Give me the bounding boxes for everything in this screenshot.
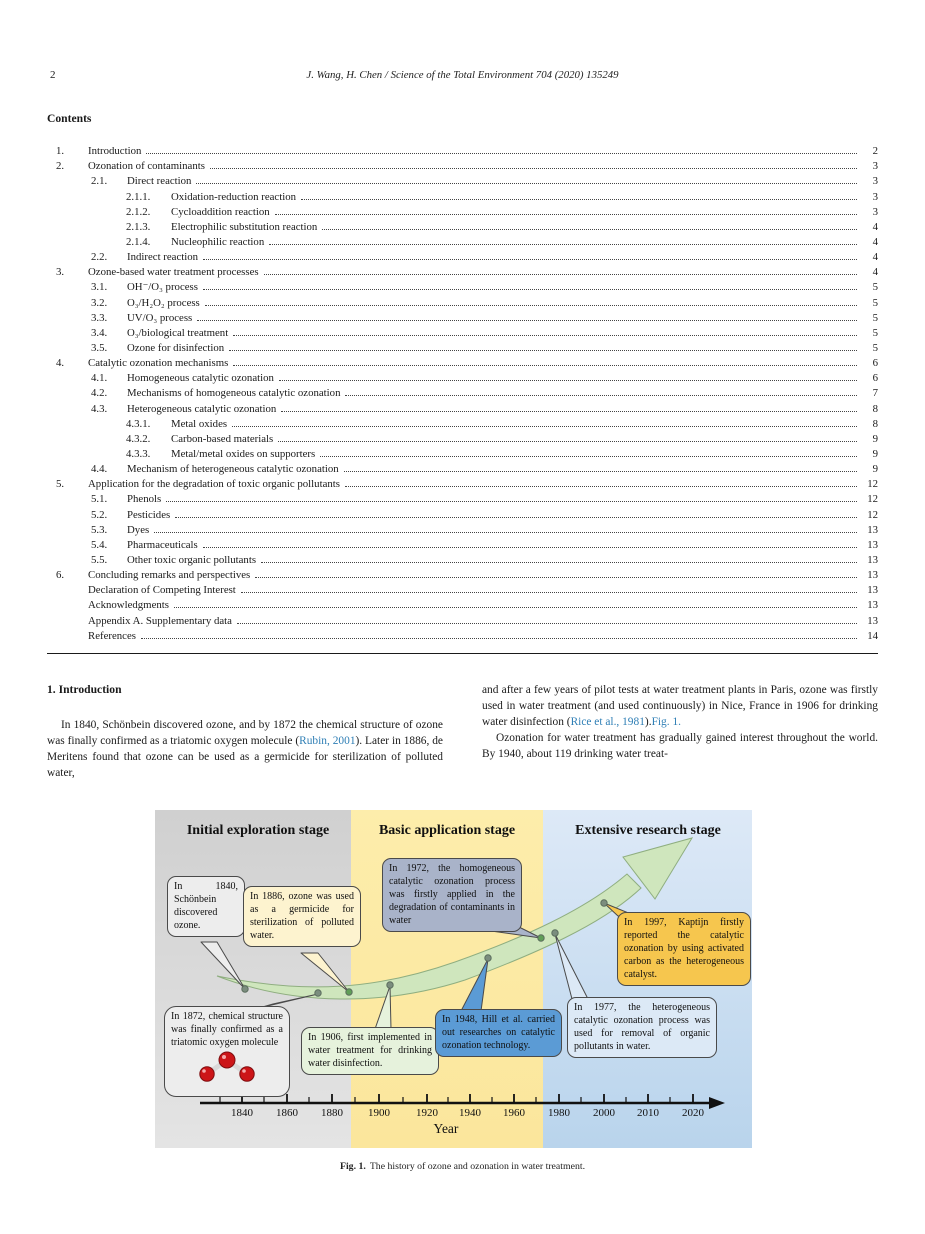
toc-entry-number: 2.1.2. [126, 205, 151, 218]
axis-tick-2020: 2020 [682, 1107, 704, 1119]
axis-tick-2010: 2010 [637, 1107, 659, 1119]
toc-entry[interactable] [47, 278, 878, 293]
intro-p1-text-a: In 1840, Schönbein discovered ozone, and by 1872 the chemical structure of ozone was finally confirmed as a triatomic oxygen molecule ( [47, 719, 443, 747]
event-callout-1872-text: In 1872, chemical structure was finally confirmed as a triatomic oxygen molecule [171, 1011, 283, 1048]
toc-entry-title: Pesticides [127, 508, 171, 521]
toc-entry-page: 12 [867, 493, 878, 506]
table-of-contents [47, 142, 878, 642]
stage-title-extensive: Extensive research stage [575, 823, 721, 838]
toc-dot-leader [210, 167, 857, 169]
toc-dot-leader [175, 516, 857, 518]
toc-entry[interactable] [47, 551, 878, 566]
toc-dot-leader [154, 531, 857, 533]
stage-title-initial: Initial exploration stage [186, 823, 330, 838]
toc-entry-page: 7 [872, 387, 878, 400]
toc-entry-number: 5.3. [91, 523, 108, 536]
axis-tick-2000: 2000 [593, 1107, 615, 1119]
toc-entry-title: Appendix A. Supplementary data [88, 614, 232, 627]
toc-dot-leader [269, 243, 857, 245]
toc-entry[interactable] [47, 581, 878, 596]
toc-entry-title: O₃/H₂O₂ process [127, 296, 200, 309]
toc-entry-title: Acknowledgments [88, 599, 169, 612]
toc-entry-page: 5 [872, 326, 878, 339]
toc-entry-title: Metal oxides [171, 417, 228, 430]
toc-entry-number: 2.1.3. [126, 220, 151, 233]
toc-entry-number: 4.2. [91, 387, 108, 400]
toc-entry-number: 3.2. [91, 296, 108, 309]
toc-dot-leader [229, 349, 857, 351]
toc-dot-leader [275, 213, 857, 215]
toc-entry-number: 3. [56, 266, 65, 279]
event-callout-1977: In 1977, the heterogeneous catalytic ozonation process was used for removal of organic pollutants in water. [567, 997, 717, 1058]
toc-entry-title: Dyes [127, 523, 150, 536]
toc-entry[interactable] [47, 218, 878, 233]
toc-entry-page: 5 [872, 311, 878, 324]
toc-dot-leader [264, 273, 857, 275]
stage-title-basic: Basic application stage [378, 823, 516, 838]
toc-entry-number: 4.1. [91, 372, 108, 385]
toc-entry[interactable] [47, 445, 878, 460]
toc-entry-title: Nucleophilic reaction [171, 235, 265, 248]
section-heading-introduction: 1. Introduction [47, 683, 122, 696]
toc-entry[interactable] [47, 203, 878, 218]
axis-tick-1840: 1840 [231, 1107, 253, 1119]
toc-entry-page: 8 [872, 402, 878, 415]
toc-entry-title: Indirect reaction [127, 251, 199, 264]
toc-entry-title: Phenols [127, 493, 162, 506]
toc-entry-number: 3.1. [91, 281, 108, 294]
figure-1-timeline [155, 810, 752, 1148]
axis-tick-1920: 1920 [416, 1107, 438, 1119]
toc-entry[interactable] [47, 384, 878, 399]
toc-entry-page: 8 [872, 417, 878, 430]
toc-entry-title: Mechanisms of homogeneous catalytic ozonation [127, 387, 341, 400]
toc-entry-page: 9 [872, 432, 878, 445]
toc-entry-page: 12 [867, 478, 878, 491]
toc-entry-number: 5.4. [91, 538, 108, 551]
figure-caption [0, 1161, 925, 1172]
running-head: J. Wang, H. Chen / Science of the Total Environment 704 (2020) 135249 [306, 69, 619, 81]
toc-entry-page: 13 [867, 553, 878, 566]
toc-dot-leader [146, 152, 857, 154]
toc-entry-title: References [88, 629, 136, 642]
toc-entry-page: 6 [872, 372, 878, 385]
toc-dot-leader [281, 410, 857, 412]
toc-entry-number: 2.1.4. [126, 235, 151, 248]
toc-entry-number: 4.3.3. [126, 447, 151, 460]
toc-dot-leader [203, 258, 857, 260]
citation-rubin-2001[interactable]: Rubin, 2001 [299, 735, 356, 747]
toc-entry-number: 3.5. [91, 341, 108, 354]
axis-tick-1960: 1960 [503, 1107, 525, 1119]
toc-dot-leader [203, 288, 857, 290]
toc-entry[interactable] [47, 369, 878, 384]
toc-dot-leader [166, 500, 857, 502]
toc-entry-title: Heterogeneous catalytic ozonation [127, 402, 277, 415]
toc-entry-title: OH⁻/O₃ process [127, 281, 198, 294]
intro-paragraph-3: Ozonation for water treatment has gradually gained interest throughout the world. By 1940, about 119 drinking water treat- [482, 732, 878, 760]
toc-entry[interactable] [47, 460, 878, 475]
toc-entry-title: UV/O₃ process [127, 311, 193, 324]
toc-entry-number: 4.3. [91, 402, 108, 415]
event-callout-1972: In 1972, the homogeneous catalytic ozonation process was firstly applied in the degradation of contaminants in water [382, 858, 522, 932]
toc-entry-title: Metal/metal oxides on supporters [171, 447, 316, 460]
figure-caption-text: The history of ozone and ozonation in water treatment. [369, 1161, 586, 1172]
toc-entry[interactable] [47, 172, 878, 187]
toc-entry-title: Other toxic organic pollutants [127, 553, 257, 566]
toc-dot-leader [344, 470, 857, 472]
event-callout-1906: In 1906, first implemented in water treatment for drinking water disinfection. [301, 1027, 439, 1075]
toc-entry-number: 4. [56, 357, 65, 370]
intro-p2-text-a: and after a few years of pilot tests at water treatment plants in Paris, ozone was firstly used in water treatment (and used continuously) in Nice, France in 1906 for drinking water disinfection ( [482, 684, 878, 728]
toc-entry-title: Homogeneous catalytic ozonation [127, 372, 274, 385]
toc-entry[interactable] [47, 596, 878, 611]
toc-dot-leader [241, 591, 857, 593]
intro-p2-text-b: ). [644, 716, 652, 728]
toc-entry-title: Electrophilic substitution reaction [171, 220, 318, 233]
toc-entry-number: 2.1. [91, 175, 108, 188]
toc-entry-page: 13 [867, 614, 878, 627]
toc-entry-page: 9 [872, 447, 878, 460]
toc-dot-leader [205, 304, 857, 306]
toc-entry[interactable] [47, 490, 878, 505]
toc-entry[interactable] [47, 293, 878, 308]
figure-caption-label: Fig. 1. [339, 1161, 366, 1172]
toc-entry-page: 2 [872, 145, 878, 158]
toc-entry-number: 5.1. [91, 493, 108, 506]
toc-entry-title: Concluding remarks and perspectives [88, 569, 251, 582]
ozone-molecule-icon [191, 1050, 263, 1082]
toc-entry-page: 3 [872, 190, 878, 203]
toc-entry[interactable] [47, 627, 878, 642]
toc-dot-leader [261, 561, 857, 563]
toc-entry[interactable] [47, 233, 878, 248]
toc-dot-leader [255, 576, 857, 578]
toc-dot-leader [233, 334, 857, 336]
toc-entry-page: 4 [872, 251, 878, 264]
toc-entry-page: 13 [867, 538, 878, 551]
toc-entry[interactable] [47, 157, 878, 172]
toc-entry[interactable] [47, 536, 878, 551]
toc-entry-page: 6 [872, 357, 878, 370]
toc-entry[interactable] [47, 415, 878, 430]
axis-tick-1940: 1940 [459, 1107, 481, 1119]
toc-entry-title: Ozone-based water treatment processes [88, 266, 259, 279]
toc-entry[interactable] [47, 399, 878, 414]
toc-dot-leader [301, 198, 857, 200]
toc-dot-leader [279, 379, 857, 381]
toc-entry[interactable] [47, 324, 878, 339]
toc-entry[interactable] [47, 475, 878, 490]
toc-entry[interactable] [47, 187, 878, 202]
toc-entry[interactable] [47, 430, 878, 445]
event-callout-1886: In 1886, ozone was used as a germicide for sterilization of polluted water. [243, 886, 361, 947]
toc-entry-page: 12 [867, 508, 878, 521]
axis-tick-1860: 1860 [276, 1107, 298, 1119]
toc-entry-number: 2.1.1. [126, 190, 151, 203]
toc-entry-page: 4 [872, 220, 878, 233]
toc-entry-page: 3 [872, 160, 878, 173]
toc-entry-number: 4.3.1. [126, 417, 151, 430]
toc-dot-leader [278, 440, 857, 442]
toc-entry-title: Cycloaddition reaction [171, 205, 270, 218]
toc-entry-title: Direct reaction [127, 175, 192, 188]
toc-entry[interactable] [47, 263, 878, 278]
toc-entry-number: 2.2. [91, 251, 108, 264]
body-column-left [47, 682, 443, 781]
toc-entry-page: 3 [872, 175, 878, 188]
toc-entry-title: Carbon-based materials [171, 432, 274, 445]
toc-entry-page: 3 [872, 205, 878, 218]
toc-entry-page: 13 [867, 599, 878, 612]
toc-entry-number: 4.3.2. [126, 432, 151, 445]
toc-entry-title: Ozonation of contaminants [88, 160, 205, 173]
event-callout-1997: In 1997, Kaptijn firstly reported the catalytic ozonation by using activated carbon as the heterogeneous catalyst. [617, 912, 751, 986]
toc-entry-number: 4.4. [91, 463, 108, 476]
toc-entry-title: Ozone for disinfection [127, 341, 225, 354]
intro-paragraph-2 [482, 682, 878, 730]
toc-entry[interactable] [47, 611, 878, 626]
toc-entry-number: 3.4. [91, 326, 108, 339]
toc-entry-title: Declaration of Competing Interest [88, 584, 236, 597]
axis-tick-1880: 1880 [321, 1107, 343, 1119]
toc-entry-number: 2. [56, 160, 65, 173]
toc-entry-page: 5 [872, 281, 878, 294]
intro-p1-text-b: ). Later in 1886, de Meritens found that ozone can be used as a germicide for sterilization of polluted water, [47, 735, 443, 779]
figure-1-link[interactable]: Fig. 1. [651, 716, 681, 728]
toc-entry[interactable] [47, 142, 878, 157]
toc-entry-page: 13 [867, 523, 878, 536]
axis-tick-1900: 1900 [368, 1107, 390, 1119]
toc-entry-page: 5 [872, 296, 878, 309]
toc-dot-leader [174, 606, 857, 608]
toc-entry-number: 1. [56, 145, 65, 158]
toc-entry-page: 5 [872, 341, 878, 354]
toc-entry-number: 5.2. [91, 508, 108, 521]
toc-entry-title: Application for the degradation of toxic organic pollutants [88, 478, 340, 491]
toc-entry[interactable] [47, 354, 878, 369]
toc-entry[interactable] [47, 309, 878, 324]
toc-dot-leader [322, 228, 857, 230]
toc-dot-leader [203, 546, 857, 548]
toc-entry-number: 3.3. [91, 311, 108, 324]
axis-label-year: Year [433, 1121, 459, 1136]
toc-entry-title: Catalytic ozonation mechanisms [88, 357, 229, 370]
toc-entry[interactable] [47, 505, 878, 520]
axis-tick-1980: 1980 [548, 1107, 570, 1119]
event-callout-1840: In 1840, Schönbein discovered ozone. [167, 876, 245, 937]
toc-dot-leader [233, 364, 857, 366]
toc-entry-number: 5. [56, 478, 65, 491]
toc-dot-leader [232, 425, 857, 427]
toc-entry-page: 4 [872, 235, 878, 248]
toc-entry[interactable] [47, 521, 878, 536]
toc-dot-leader [197, 319, 857, 321]
toc-entry-number: 5.5. [91, 553, 108, 566]
toc-entry-title: Mechanism of heterogeneous catalytic ozonation [127, 463, 339, 476]
toc-entry-page: 13 [867, 569, 878, 582]
toc-entry-page: 13 [867, 584, 878, 597]
toc-dot-leader [345, 394, 857, 396]
event-callout-1872 [164, 1006, 290, 1097]
toc-entry[interactable] [47, 339, 878, 354]
toc-entry-title: Pharmaceuticals [127, 538, 198, 551]
toc-dot-leader [196, 182, 857, 184]
toc-entry-number: 6. [56, 569, 65, 582]
contents-heading: Contents [47, 112, 92, 125]
citation-rice-1981[interactable]: Rice et al., 1981 [570, 716, 645, 728]
toc-dot-leader [237, 622, 857, 624]
toc-entry[interactable] [47, 248, 878, 263]
toc-dot-leader [141, 637, 857, 639]
section-divider [47, 653, 878, 654]
toc-dot-leader [345, 485, 857, 487]
toc-entry-title: O₃/biological treatment [127, 326, 229, 339]
page-number: 2 [50, 69, 56, 81]
toc-entry-title: Oxidation-reduction reaction [171, 190, 297, 203]
toc-entry-page: 4 [872, 266, 878, 279]
toc-entry-page: 14 [867, 629, 878, 642]
toc-entry-title: Introduction [88, 145, 142, 158]
body-column-right [482, 682, 878, 762]
toc-entry-page: 9 [872, 463, 878, 476]
event-callout-1948: In 1948, Hill et al. carried out researches on catalytic ozonation technology. [435, 1009, 562, 1057]
toc-dot-leader [320, 455, 857, 457]
toc-entry[interactable] [47, 566, 878, 581]
intro-paragraph-1 [47, 717, 443, 781]
